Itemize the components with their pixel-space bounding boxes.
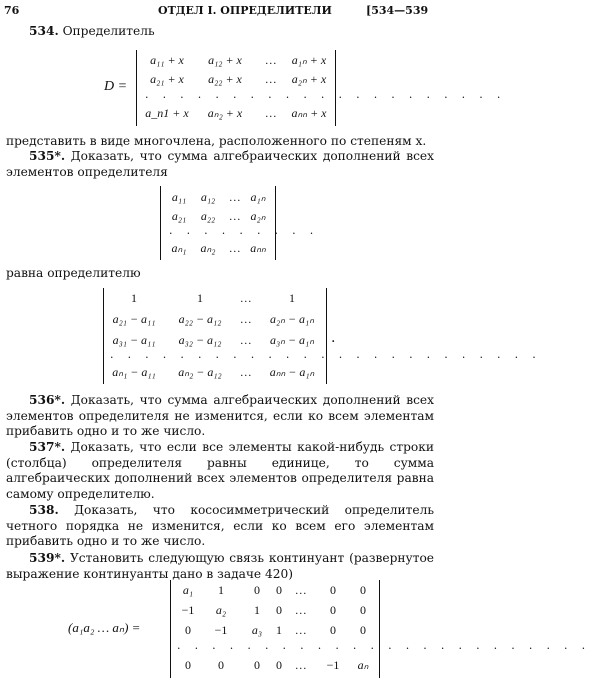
det-535a-cell: a₂ₙ [250, 209, 266, 223]
det-535b-dots: . . . . . . . . . . . . . . . . . . . . . . . . . [110, 348, 542, 361]
det-539-cell: a₁ [182, 583, 194, 597]
det-539-cell: … [295, 603, 307, 617]
problem-539-number: 539*. [29, 551, 66, 565]
det-539-cell: 1 [276, 623, 282, 637]
det-535a-cell: aₙₙ [250, 241, 266, 255]
det-535a-cell: a₂₁ [171, 209, 187, 223]
det-534-matrix [136, 50, 506, 126]
det-535b-cell: 1 [289, 291, 295, 305]
det-535a-dots: . . . . . . . . . [169, 224, 319, 237]
det-535b-cell: 1 [197, 291, 203, 305]
det-539-cell: 0 [276, 658, 282, 672]
det-535b-cell: a₂₂ − a₁₂ [178, 312, 222, 326]
det-535b-cell: a₃₂ − a₁₂ [178, 333, 222, 347]
det-534-cell: a₁ₙ + x [291, 53, 327, 67]
det-534-cell: a₂₂ + x [208, 72, 242, 86]
det-539-cell: aₙ [357, 658, 369, 672]
det-535a-cell: … [229, 241, 241, 255]
det-534-cell: a₁₂ + x [208, 53, 242, 67]
problem-536-text: Доказать, что сумма алгебраических дополнений всех элементов определителя не изменится, если ко всем элементам прибавить одно и то же число. [6, 393, 435, 438]
problem-537-number: 537*. [29, 440, 66, 454]
problem-538-number: 538. [29, 503, 59, 517]
det-539-matrix [170, 580, 590, 678]
det-539-cell: −1 [326, 658, 340, 672]
det-534-dots: . . . . . . . . . . . . . . . . . . . . . [145, 88, 506, 101]
det-535a-cell: a₁₂ [200, 190, 216, 204]
det-535a-cell: aₙ₁ [171, 241, 187, 255]
problem-535 [6, 149, 434, 180]
det-539-cell: a₂ [215, 603, 227, 617]
det-539-cell: 0 [330, 623, 336, 637]
problem-535-text: Доказать, что сумма алгебраических дополнений всех элементов определителя [6, 149, 435, 179]
det-534-label: D = [104, 79, 128, 94]
det-535a-cell: … [229, 190, 241, 204]
problem-539-text: Установить следующую связь континуант (развернутое выражение континуанты дано в задаче 420) [6, 551, 434, 581]
det-539-cell: 0 [330, 603, 336, 617]
det-534-cell: a₂₁ + x [150, 72, 184, 86]
problem-536-number: 536*. [29, 393, 66, 407]
det-535b-cell: 1 [131, 291, 137, 305]
det-539-cell: 1 [218, 583, 224, 597]
det-539-cell: 0 [185, 623, 191, 637]
det-539-cell: 0 [276, 583, 282, 597]
problem-range: [534—539 [366, 4, 429, 17]
det-534-cell: a_n1 + x [145, 106, 189, 120]
det-539-cell: 0 [330, 583, 336, 597]
det-535b-cell: … [240, 333, 252, 347]
problem-539 [6, 551, 434, 582]
det-535b-cell: a₃ₙ − a₁ₙ [269, 333, 315, 347]
det-535b-cell: aₙ₂ − a₁₂ [178, 365, 222, 379]
det-534-cell: … [265, 53, 277, 67]
det-539-label: (a₁a₂ … aₙ) = [68, 620, 141, 635]
section-header: ОТДЕЛ I. ОПРЕДЕЛИТЕЛИ [158, 4, 332, 17]
det-539-cell: 0 [185, 658, 191, 672]
det-535b-period: . [331, 330, 336, 346]
det-535b-matrix [103, 288, 542, 384]
det-535b-cell: aₙ₁ − a₁₁ [112, 365, 156, 379]
det-539-cell: 0 [360, 583, 366, 597]
problem-534-intro [29, 23, 155, 40]
det-535a-cell: a₁₁ [171, 190, 187, 204]
det-539-cell: 0 [218, 658, 224, 672]
det-539-cell: 1 [254, 603, 260, 617]
problem-538 [6, 503, 434, 550]
det-539-cell: 0 [254, 583, 260, 597]
det-539-cell: −1 [181, 603, 195, 617]
problem-534-after: представить в виде многочлена, расположенного по степеням x. [6, 134, 427, 148]
det-534-cell: aₙ₂ + x [207, 106, 243, 120]
det-539-cell: 0 [360, 623, 366, 637]
det-539-cell: −1 [214, 623, 228, 637]
problem-536 [6, 393, 434, 440]
det-535b-cell: … [240, 291, 252, 305]
det-534-cell: … [265, 72, 277, 86]
det-535b-cell: a₃₁ − a₁₁ [112, 333, 156, 347]
det-534-cell: a₁₁ + x [150, 53, 184, 67]
det-535a-cell: … [229, 209, 241, 223]
problem-537 [6, 440, 434, 502]
det-534-cell: aₙₙ + x [291, 106, 327, 120]
det-535a-cell: a₂₂ [200, 209, 216, 223]
problem-535-after: равна определителю [6, 266, 141, 280]
det-535b-cell: … [240, 365, 252, 379]
det-534-cell: … [265, 106, 277, 120]
det-535b-cell: aₙₙ − a₁ₙ [269, 365, 315, 379]
problem-535-number: 535*. [29, 149, 66, 163]
det-539-cell: … [295, 658, 307, 672]
problem-538-text: Доказать, что кососимметрический определитель четного порядка не изменится, если ко всем его элементам прибавить одно и то же число. [6, 503, 434, 548]
det-535b-cell: … [240, 312, 252, 326]
det-535a-cell: a₁ₙ [250, 190, 266, 204]
det-539-cell: 0 [360, 603, 366, 617]
det-539-cell: … [295, 583, 307, 597]
det-539-cell: … [295, 623, 307, 637]
problem-534-number: 534. [29, 24, 59, 38]
det-539-cell: 0 [254, 658, 260, 672]
det-535a-matrix [160, 186, 319, 260]
det-534-cell: a₂ₙ + x [291, 72, 327, 86]
page-number: 76 [4, 4, 20, 17]
det-535a-cell: aₙ₂ [200, 241, 216, 255]
det-539-cell: a₃ [251, 623, 263, 637]
det-535b-cell: a₂ₙ − a₁ₙ [269, 312, 315, 326]
problem-534-text: Определитель [62, 24, 155, 38]
det-535b-cell: a₂₁ − a₁₁ [112, 312, 156, 326]
det-539-cell: 0 [276, 603, 282, 617]
det-539-dots: . . . . . . . . . . . . . . . . . . . . . . . . [177, 639, 590, 652]
problem-537-text: Доказать, что если все элементы какой-нибудь строки (столбца) определителя равны единице, то сумма алгебраических дополнений всех элементов определителя равна самому определителю. [6, 440, 435, 501]
